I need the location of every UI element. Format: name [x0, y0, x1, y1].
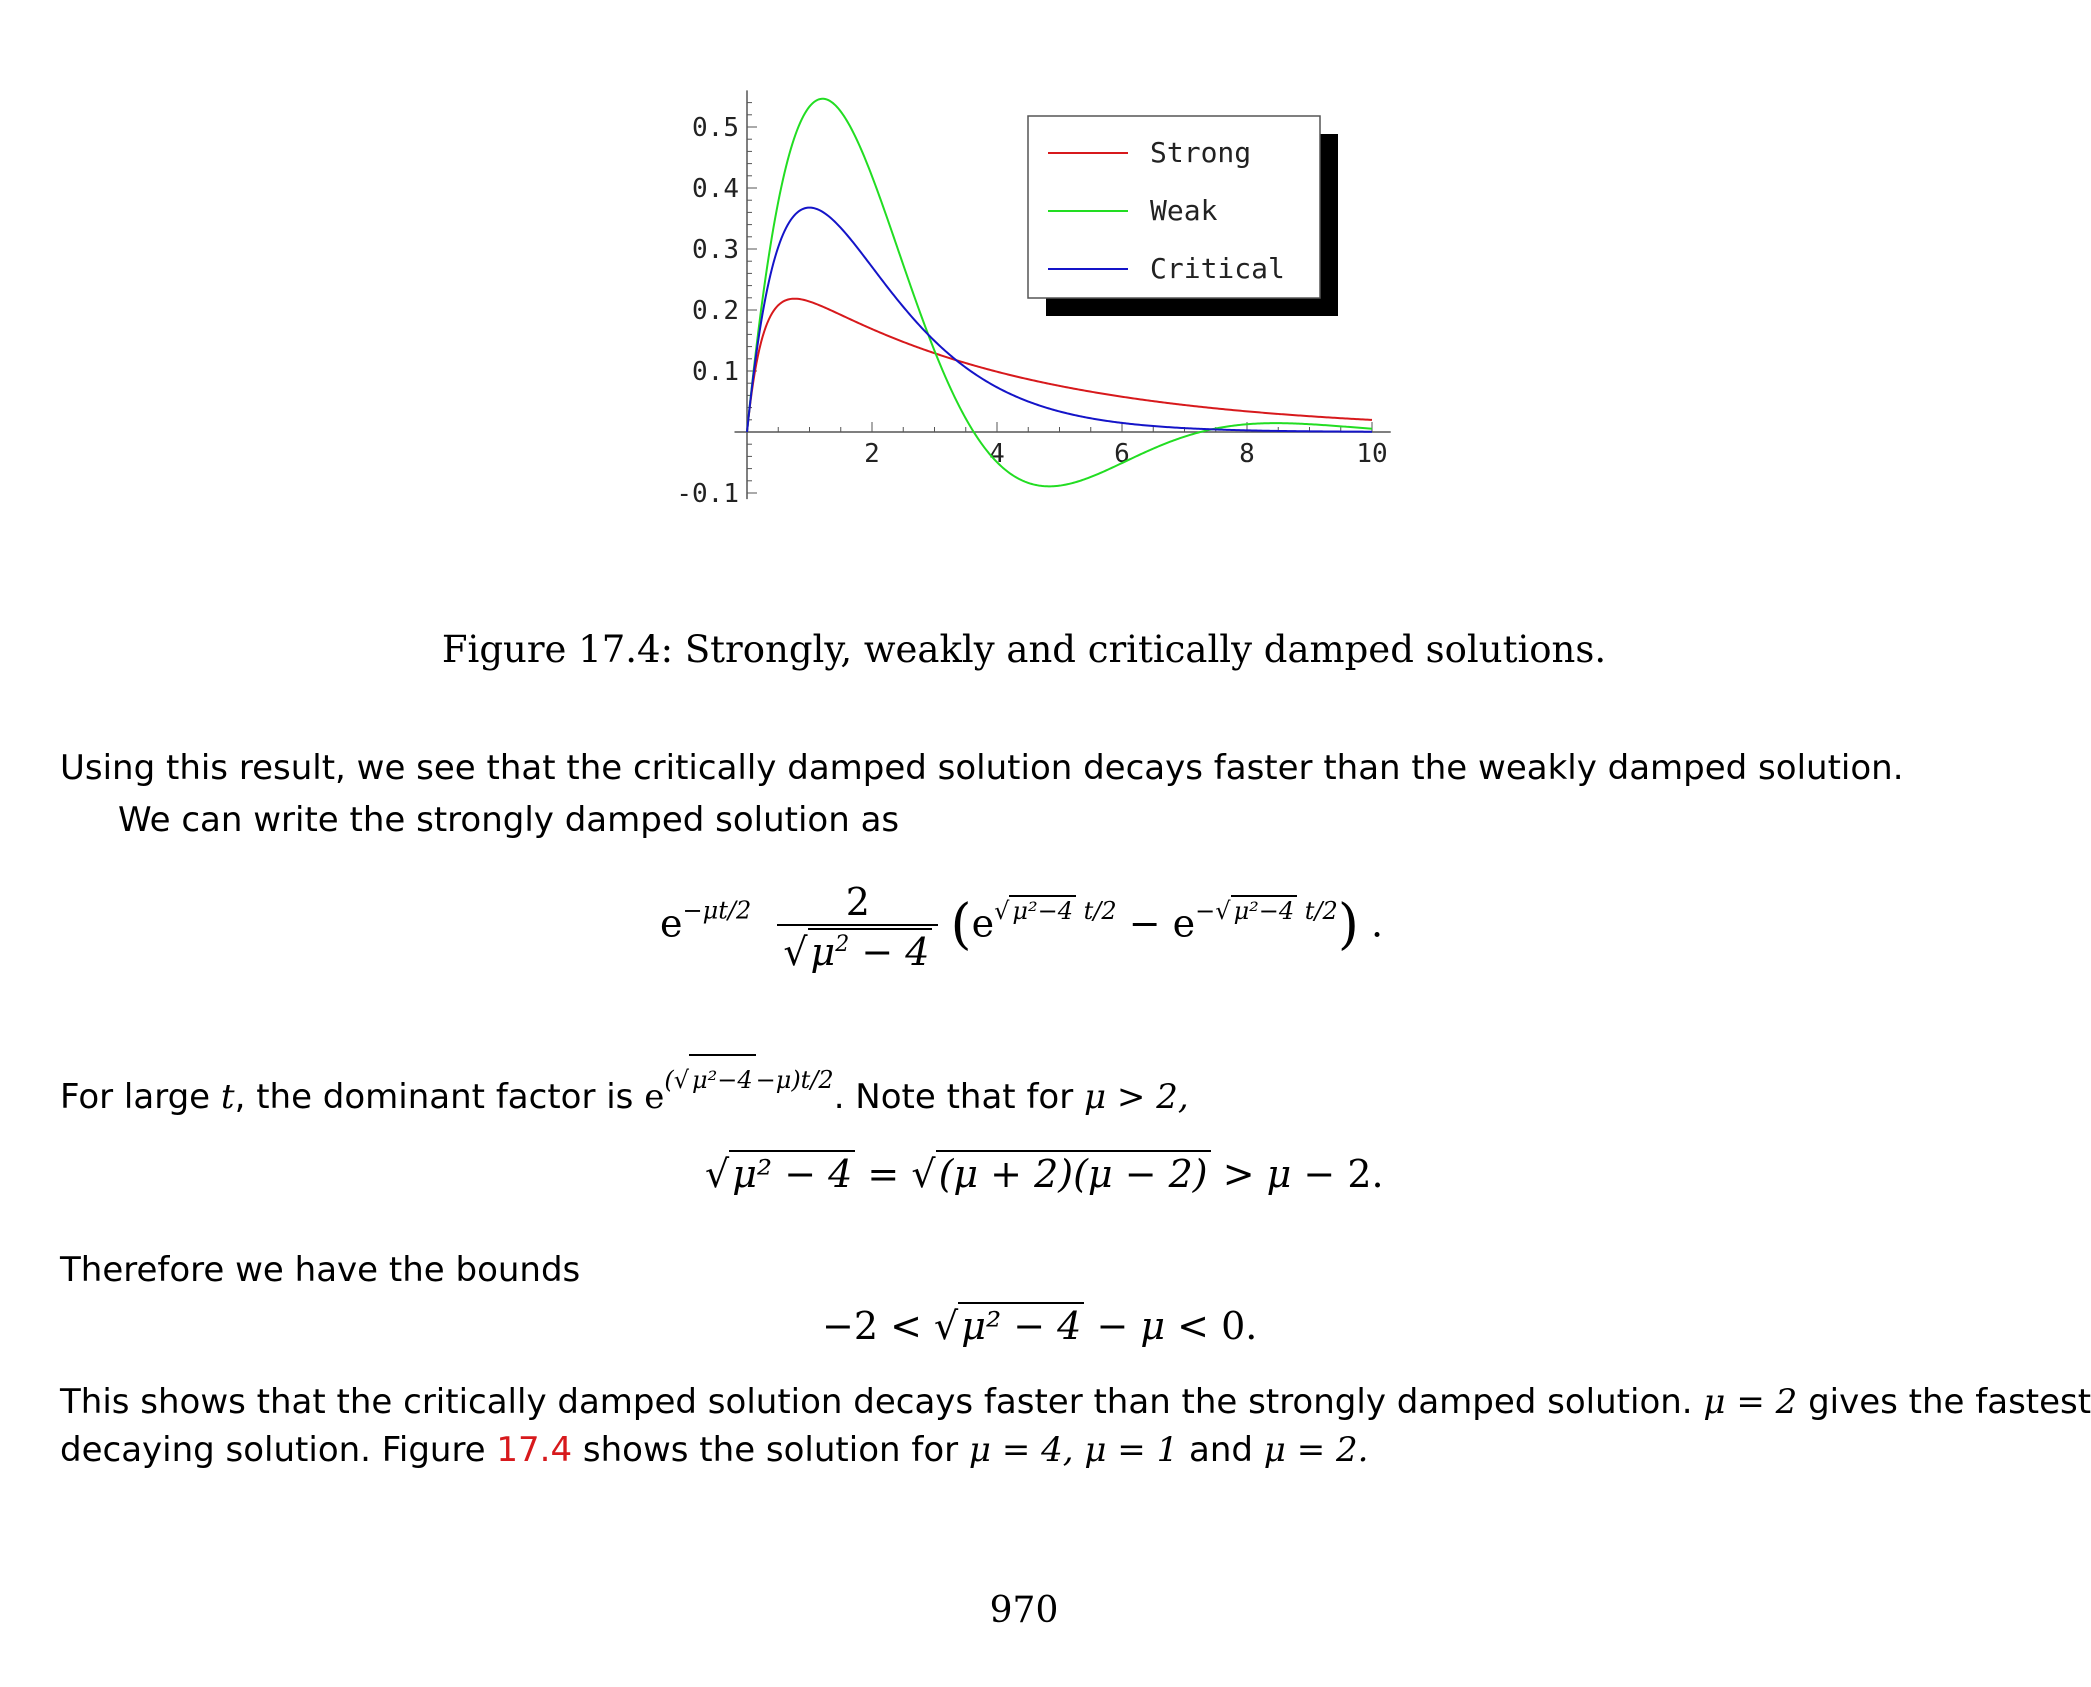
- p6-math-c: μ = 4, μ = 1: [968, 1430, 1179, 1470]
- legend-label-strong: Strong: [1150, 136, 1252, 169]
- x-tick-label: 4: [989, 439, 1005, 469]
- equation-sqrt-inequality: √μ² − 4 = √(μ + 2)(μ − 2) > μ − 2.: [705, 1152, 1384, 1196]
- p6-text-a: decaying solution. Figure: [60, 1430, 497, 1470]
- x-tick-label: 8: [1239, 439, 1255, 469]
- equation-strong-solution: $e^{-\mu t/2}$ $\frac{2}{√\mu^2 - 4}$ $(e^{√ \mu^2-4 t/2} - e^{-√ \mu^2-4 t/2})$ .: [660, 880, 1384, 974]
- y-tick-label: 0.4: [692, 174, 739, 204]
- figure-ref-link[interactable]: 17.4: [496, 1430, 573, 1470]
- p3-math-mu: μ > 2,: [1084, 1077, 1189, 1117]
- p5-text-b: gives the fastest: [1797, 1382, 2091, 1422]
- y-tick-label: 0.2: [692, 296, 739, 326]
- plot-legend: [1028, 116, 1338, 316]
- p3-text-c: . Note that for: [833, 1077, 1085, 1117]
- paragraph-4: Therefore we have the bounds: [60, 1250, 581, 1290]
- paragraph-2: We can write the strongly damped solution as: [118, 800, 900, 840]
- paragraph-1: Using this result, we see that the critically damped solution decays faster than the weakly damped solution.: [60, 748, 1904, 788]
- p6-text-b: shows the solution for: [572, 1430, 969, 1470]
- page-number: 970: [989, 1590, 1059, 1631]
- legend-label-critical: Critical: [1150, 252, 1285, 285]
- paragraph-6: [60, 1426, 1368, 1474]
- p6-math-e: μ = 2.: [1263, 1430, 1369, 1470]
- paragraph-5: [60, 1378, 2091, 1426]
- p5-text-a: This shows that the critically damped solution decays faster than the strongly damped solution.: [60, 1382, 1704, 1422]
- y-tick-label: 0.3: [692, 235, 739, 265]
- legend-label-weak: Weak: [1150, 194, 1218, 227]
- p3-text-b: , the dominant factor is: [234, 1077, 645, 1117]
- p3-text-a: For large: [60, 1077, 221, 1117]
- paragraph-3: For large t, the dominant factor is $e^{(√ \mu^2-4 -\mu)t/2}$. Note that for μ > 2,: [60, 1054, 1189, 1121]
- p6-text-d: and: [1178, 1430, 1264, 1470]
- equation-bounds: −2 < √μ² − 4 − μ < 0.: [822, 1304, 1258, 1348]
- y-tick-label: -0.1: [676, 479, 739, 509]
- x-tick-label: 6: [1114, 439, 1130, 469]
- x-tick-label: 2: [864, 439, 880, 469]
- figure-caption: Figure 17.4: Strongly, weakly and critically damped solutions.: [441, 628, 1607, 671]
- p3-exponent: (√ μ²−4 −μ)t/2: [664, 1066, 833, 1094]
- x-tick-label: 10: [1356, 439, 1388, 469]
- y-tick-label: 0.5: [692, 113, 739, 143]
- p3-var-t: t: [220, 1077, 235, 1117]
- y-tick-label: 0.1: [692, 357, 739, 387]
- p5-math: μ = 2: [1703, 1382, 1798, 1422]
- damped-solutions-plot: [640, 80, 1400, 520]
